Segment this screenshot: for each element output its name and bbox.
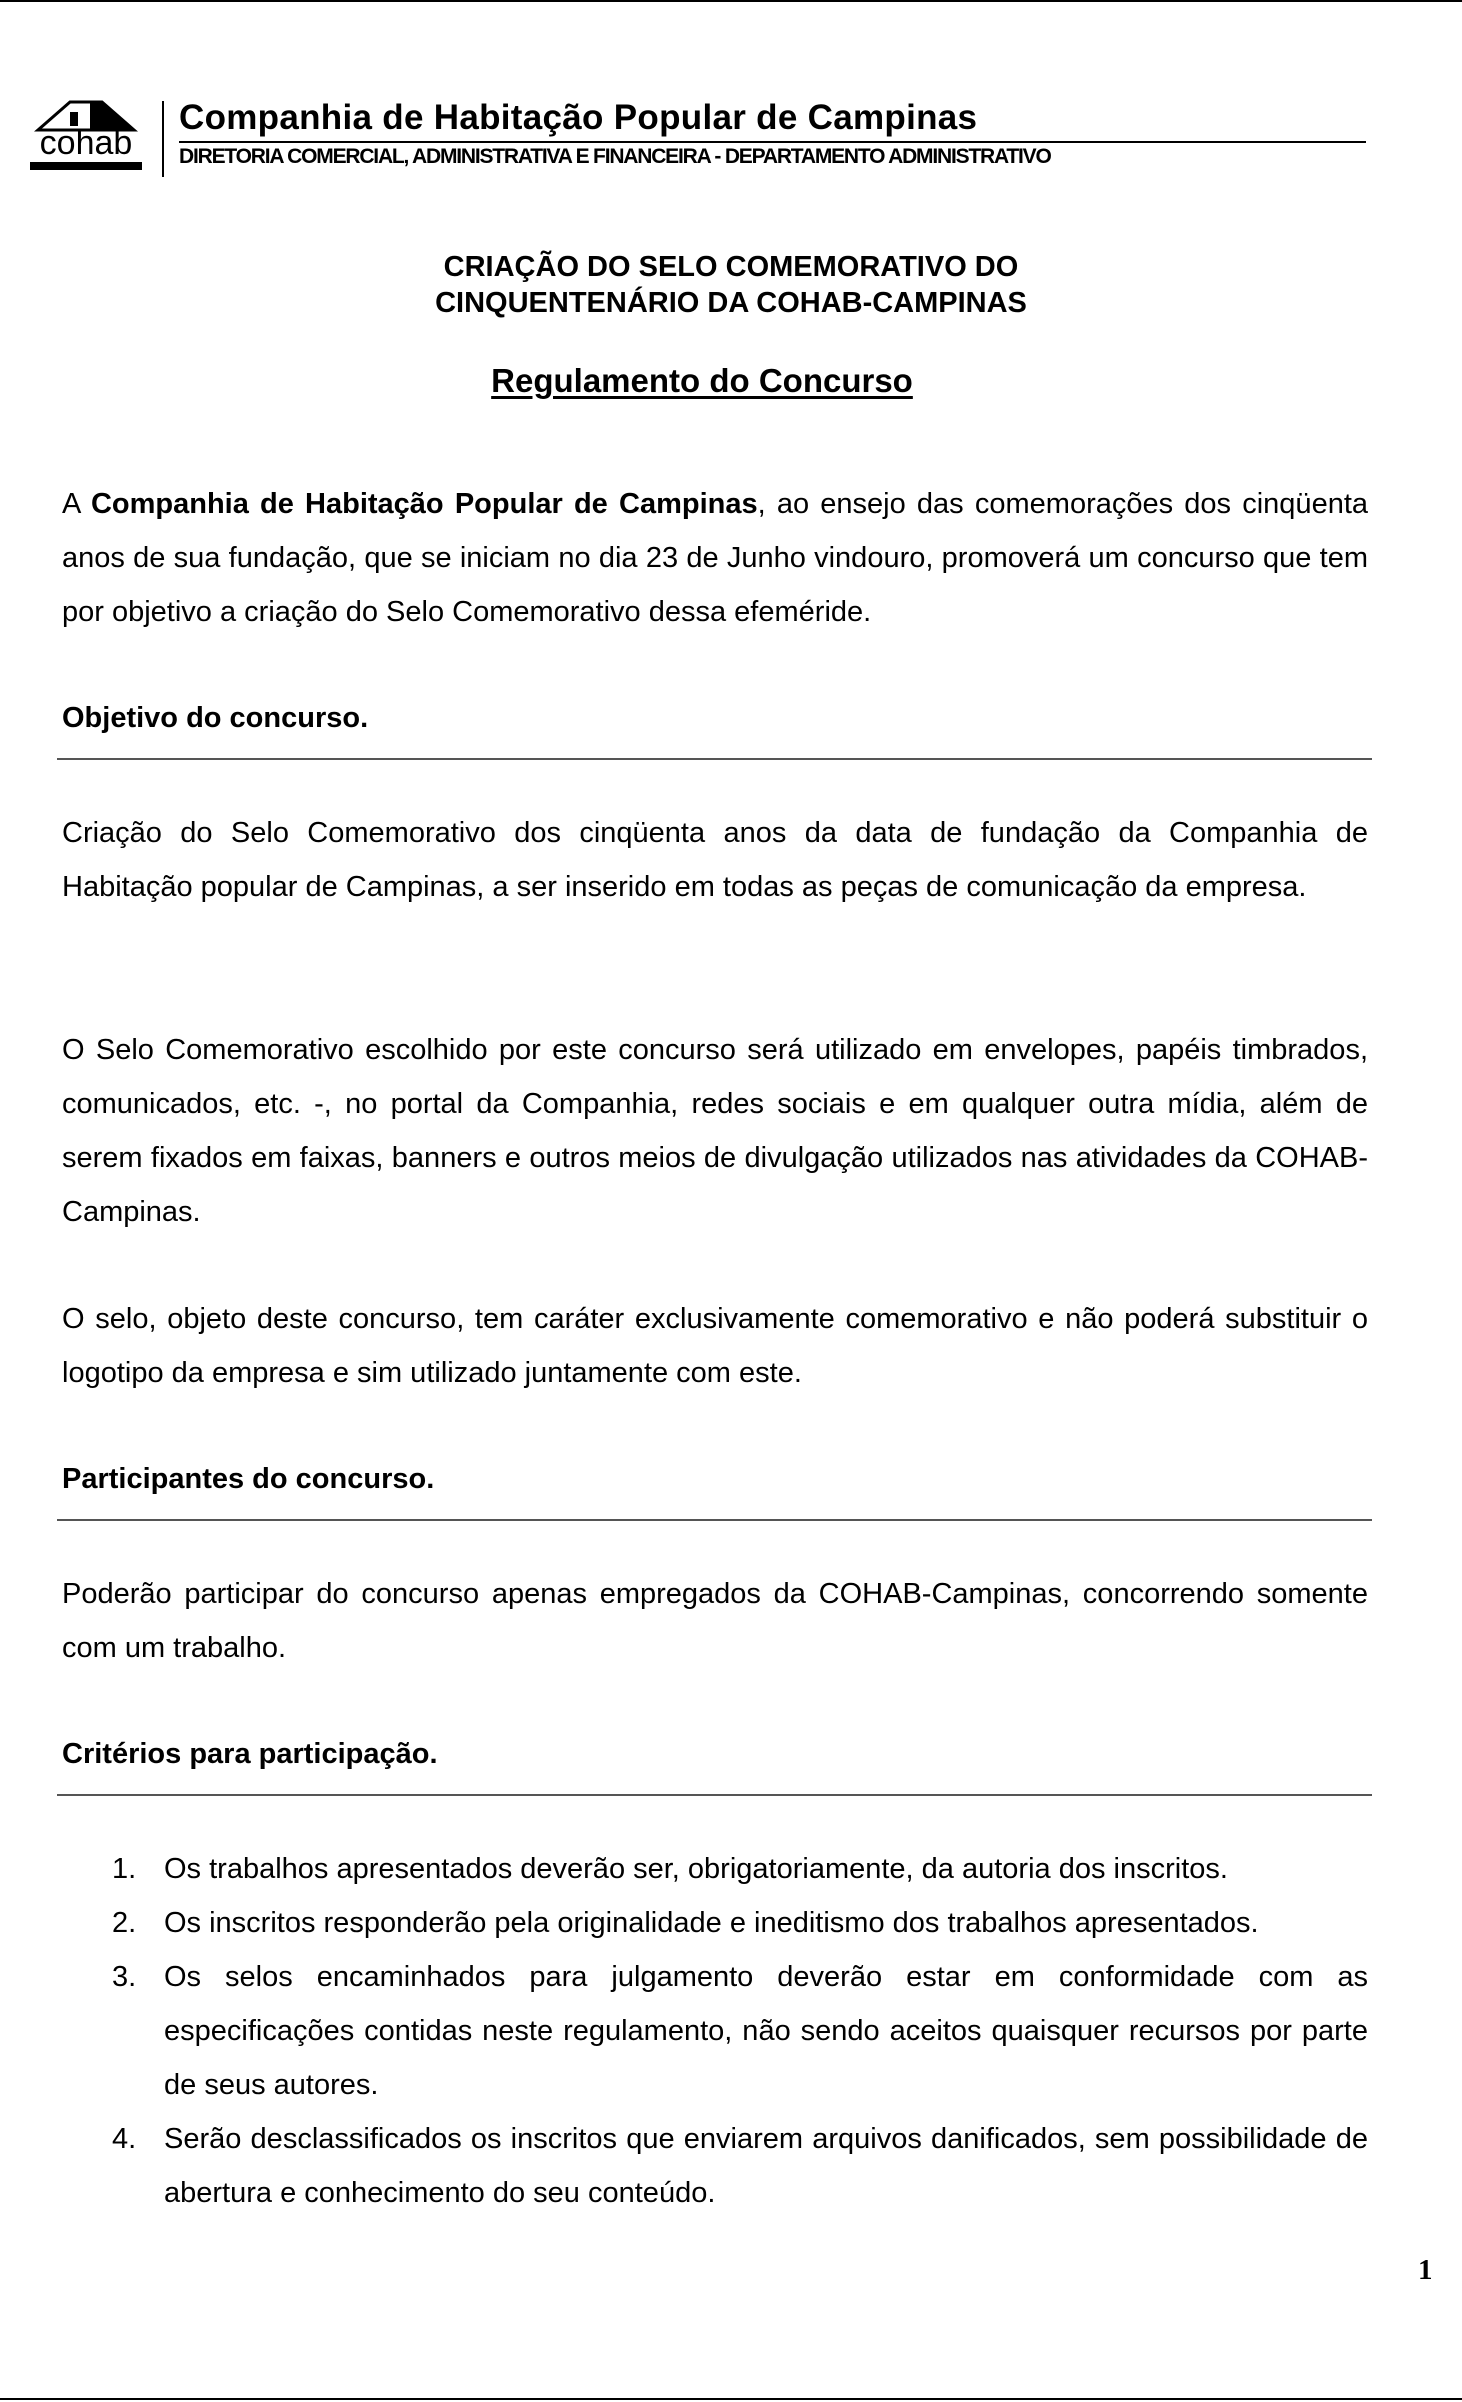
page-top-border [0,0,1462,2]
objetivo-paragraph-2: O Selo Comemorativo escolhido por este concurso será utilizado em envelopes, papéis timbrados, comunicados, etc. -, no portal da Companhia, redes sociais e em qualquer outra mídia, além de serem fixados em faixas, banners e outros meios de divulgação utilizados nas atividades da COHAB-Campinas. [62,1034,1368,1228]
section-rule [57,1794,1372,1796]
intro-company-name: Companhia de Habitação Popular de Campinas [90,488,758,520]
list-item [62,2112,1368,2220]
document-title-line-1: CRIAÇÃO DO SELO COMEMORATIVO DO [443,251,1019,283]
document-title-line-2: CINQUENTENÁRIO DA COHAB-CAMPINAS [435,287,1027,319]
list-item [62,1842,1368,1896]
section-rule [57,1519,1372,1521]
list-item [62,1950,1368,2112]
section-heading-criterios: Critérios para participação. [62,1738,438,1770]
participantes-paragraph: Poderão participar do concurso apenas empregados da COHAB-Campinas, concorrendo somente com um trabalho. [62,1578,1368,1664]
department-line: DIRETORIA COMERCIAL, ADMINISTRATIVA E FINANCEIRA - DEPARTAMENTO ADMINISTRATIVO [179,145,1051,168]
section-heading-objetivo: Objetivo do concurso. [62,702,369,734]
intro-rest: , ao ensejo das comemorações dos cinqüenta anos de sua fundação, que se iniciam no dia 23 de Junho vindouro, promoverá um concurso que tem por objetivo a criação do Selo Comemorativo dessa efeméride. [62,488,1369,628]
criteria-list [62,1842,1368,2220]
list-item-text: Os inscritos responderão pela originalidade e ineditismo dos trabalhos apresentados. [164,1907,1259,1939]
section-heading-participantes: Participantes do concurso. [62,1463,435,1495]
objetivo-paragraph-3: O selo, objeto deste concurso, tem caráter exclusivamente comemorativo e não poderá substituir o logotipo da empresa e sim utilizado juntamente com este. [62,1303,1368,1389]
page-bottom-border [0,2398,1462,2400]
list-item-text: Os selos encaminhados para julgamento deverão estar em conformidade com as especificações contidas neste regulamento, não sendo aceitos quaisquer recursos por parte de seus autores. [164,1961,1368,2101]
objetivo-paragraph-1: Criação do Selo Comemorativo dos cinqüenta anos da data de fundação da Companhia de Habitação popular de Campinas, a ser inserido em todas as peças de comunicação da empresa. [62,817,1368,903]
list-item [62,1896,1368,1950]
list-item-number: 4. [112,2123,137,2155]
document-subtitle: Regulamento do Concurso [491,362,913,399]
list-item-text: Serão desclassificados os inscritos que enviarem arquivos danificados, sem possibilidade de abertura e conhecimento do seu conteúdo. [164,2123,1368,2209]
page-number: 1 [1418,2254,1433,2286]
section-rule [57,758,1372,760]
list-item-number: 1. [112,1853,137,1885]
list-item-number: 2. [112,1907,137,1939]
header-rule [179,141,1366,143]
company-name: Companhia de Habitação Popular de Campinas [179,98,978,137]
list-item-text: Os trabalhos apresentados deverão ser, obrigatoriamente, da autoria dos inscritos. [164,1853,1228,1885]
header-vertical-divider [162,101,164,177]
cohab-logo [30,98,142,174]
list-item-number: 3. [112,1961,137,1993]
logo-text: cohab [39,124,133,162]
intro-paragraph [62,477,1368,639]
intro-prefix: A [62,488,91,520]
